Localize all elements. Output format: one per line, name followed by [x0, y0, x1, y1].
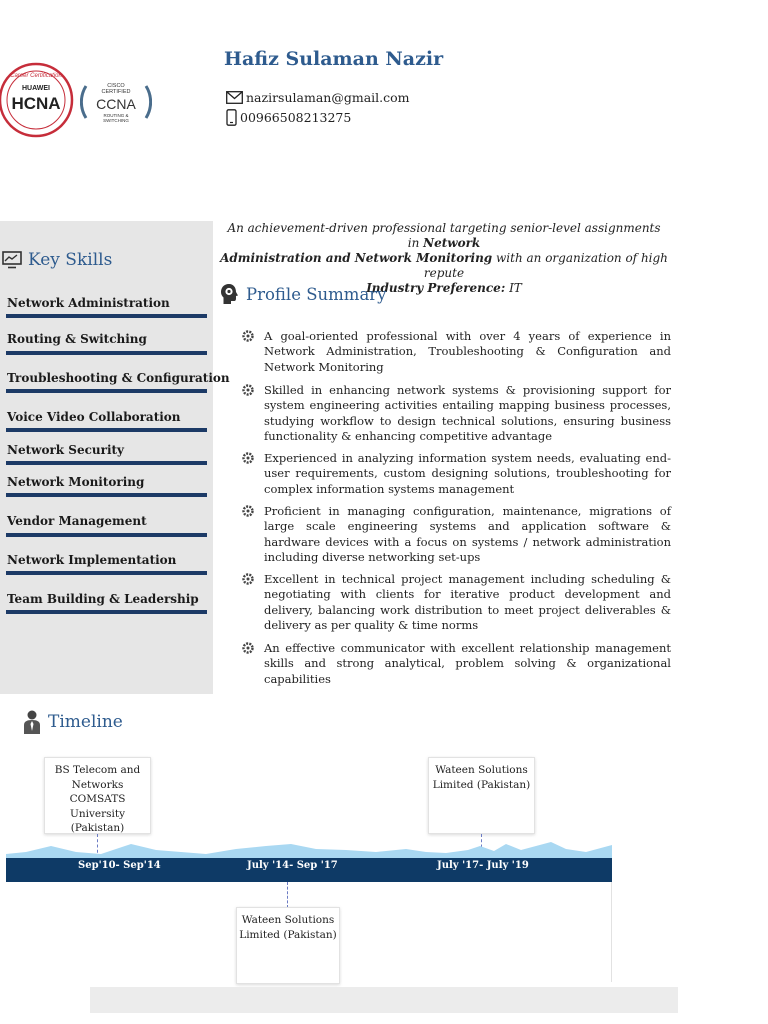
candidate-name: Hafiz Sulaman Nazir — [224, 48, 444, 70]
head-gear-icon — [220, 283, 239, 305]
objective-bold: Administration and Network Monitoring — [220, 251, 493, 265]
skill-item: Network Administration — [7, 296, 170, 310]
skill-divider — [6, 461, 207, 465]
timeline-entry: Wateen Solutions Limited (Pakistan) — [239, 914, 337, 941]
svg-text:CERTIFIED: CERTIFIED — [101, 89, 131, 95]
gear-bullet-icon — [242, 383, 254, 396]
gear-bullet-icon — [242, 329, 254, 342]
skill-divider — [6, 533, 207, 537]
summary-bullet — [242, 383, 671, 444]
summary-bullet — [242, 641, 671, 687]
industry-preference-label: Industry Preference: — [366, 281, 506, 295]
summary-text: Excellent in technical project management including scheduling & negotiating with clients for iterative product development and delivery, balancing work distribution to meet project deliverables & delivery as per quality & time norms — [264, 572, 671, 632]
timeline-title: Timeline — [48, 712, 123, 732]
svg-text:HUAWEI: HUAWEI — [22, 85, 50, 92]
envelope-icon — [226, 91, 243, 104]
summary-text: Skilled in enhancing network systems & provisioning support for system engineering activities entailing mapping business processes, studying workflow to design technical solutions, ensuring business functionality & enhancing competitive advantage — [264, 383, 671, 443]
svg-text:HCNA: HCNA — [11, 94, 61, 113]
timeline-card — [236, 907, 340, 984]
summary-text: Experienced in analyzing information system needs, evaluating end-user requirements, custom designing solutions, troubleshooting for complex information systems management — [264, 451, 671, 496]
skill-item: Network Monitoring — [7, 475, 145, 489]
gear-bullet-icon — [242, 504, 254, 517]
gear-bullet-icon — [242, 641, 254, 654]
timeline-card — [44, 757, 151, 834]
timeline-period: July '17- July '19 — [437, 860, 529, 871]
skill-divider — [6, 389, 207, 393]
timeline-wave-decoration — [6, 840, 612, 860]
timeline-card — [428, 757, 535, 834]
profile-summary-title: Profile Summary — [246, 284, 387, 304]
skill-item: Team Building & Leadership — [7, 592, 199, 606]
objective-bold: Network — [423, 236, 481, 250]
summary-text: A goal-oriented professional with over 4 years of experience in Network Administration, Troubleshooting & Configuration and Network Monitoring — [264, 329, 671, 374]
gear-bullet-icon — [242, 572, 254, 585]
timeline-edge-line — [611, 882, 612, 982]
summary-bullet — [242, 504, 671, 565]
skill-divider — [6, 493, 207, 497]
skill-divider — [6, 351, 207, 355]
timeline-connector — [287, 882, 288, 908]
timeline-heading — [22, 710, 123, 734]
email-row — [226, 90, 410, 105]
profile-summary-heading — [220, 283, 386, 305]
ccna-certification-logo — [80, 78, 152, 126]
skill-item: Vendor Management — [7, 514, 147, 528]
skill-item: Network Security — [7, 443, 125, 457]
summary-text: Proficient in managing configuration, maintenance, migrations of large scale engineering systems and application software & hardware devices with a focus on systems / network administration including diverse networking set-ups — [264, 504, 671, 564]
email-text[interactable]: nazirsulaman@gmail.com — [246, 90, 410, 105]
mobile-phone-icon — [226, 109, 237, 126]
hcna-certification-logo — [0, 62, 74, 138]
svg-text:CCNA: CCNA — [96, 96, 136, 112]
svg-text:Career Certification: Career Certification — [10, 73, 62, 79]
key-skills-title: Key Skills — [28, 250, 113, 270]
key-skills-heading — [2, 250, 112, 270]
skill-divider — [6, 571, 207, 575]
svg-text:SWITCHING: SWITCHING — [103, 118, 129, 123]
timeline-period: July '14- Sep '17 — [247, 860, 338, 871]
timeline-period: Sep'10- Sep'14 — [78, 860, 161, 871]
skill-divider — [6, 610, 207, 614]
summary-bullet — [242, 451, 671, 497]
skill-item: Troubleshooting & Configuration — [7, 371, 230, 385]
key-skills-sidebar — [0, 221, 230, 694]
skill-item: Voice Video Collaboration — [7, 410, 181, 424]
summary-bullet — [242, 572, 671, 633]
monitor-chart-icon — [2, 251, 22, 269]
phone-row — [226, 109, 351, 126]
gear-bullet-icon — [242, 451, 254, 464]
footer-strip — [90, 987, 678, 1013]
person-icon — [22, 710, 42, 734]
summary-text: An effective communicator with excellent relationship management skills and strong analytical, problem solving & organizational capabilities — [264, 641, 671, 686]
objective-text: with an organization of high repute — [423, 251, 668, 280]
skill-item: Routing & Switching — [7, 332, 147, 346]
summary-bullet — [242, 329, 671, 375]
skill-divider — [6, 314, 207, 318]
objective-text: An achievement-driven professional targeting senior-level assignments in — [227, 221, 661, 250]
timeline-entry: Wateen Solutions Limited (Pakistan) — [432, 764, 531, 791]
phone-text: 00966508213275 — [240, 110, 352, 125]
timeline-entry: BS Telecom and Networks COMSATS University (Pakistan) — [54, 764, 141, 834]
skill-item: Network Implementation — [7, 553, 177, 567]
industry-preference-value: IT — [505, 281, 522, 295]
svg-text:CISCO: CISCO — [107, 83, 125, 89]
skill-divider — [6, 428, 207, 432]
svg-text:ROUTING &: ROUTING & — [103, 113, 129, 118]
